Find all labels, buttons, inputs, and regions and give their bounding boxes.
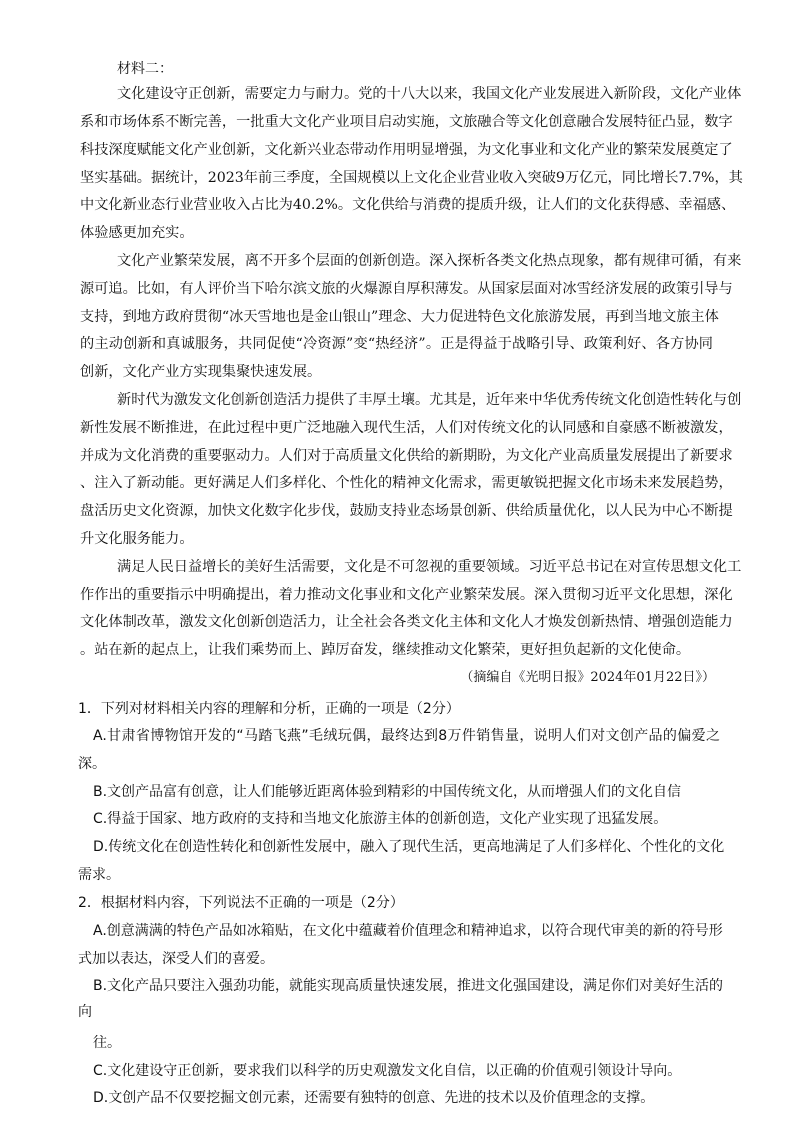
material-line: 新时代为激发文化创新创造活力提供了丰厚土壤。尤其是，近年来中华优秀传统文化创造性转化与创 bbox=[117, 392, 742, 408]
material-line: 坚实基础。据统计，2023年前三季度，全国规模以上文化企业营业收入突破9万亿元，同比增长7.7%，其 bbox=[80, 170, 743, 186]
material-line: 支持，到地方政府贯彻“冰天雪地也是金山银山”理念、大力促进特色文化旅游发展，再到当地文旅主体 bbox=[80, 309, 719, 325]
material-line: 文化建设守正创新，需要定力与耐力。党的十八大以来，我国文化产业发展进入新阶段，文化产业体 bbox=[117, 86, 742, 102]
question-1-option-c[interactable]: C.得益于国家、地方政府的支持和当地文化旅游主体的创新创造，文化产业实现了迅猛发展。 bbox=[93, 811, 668, 827]
question-1-option-a-cont: 深。 bbox=[78, 756, 106, 772]
question-2-stem: 2．根据材料内容，下列说法不正确的一项是（2分） bbox=[78, 895, 404, 911]
question-2-option-b-cont: 向 bbox=[78, 1004, 92, 1020]
question-1-option-d-cont: 需求。 bbox=[78, 867, 120, 883]
material-line: 、注入了新动能。更好满足人们多样化、个性化的精神文化需求，需更敏锐把握文化市场未来发展趋势， bbox=[80, 475, 733, 491]
material-line: 新性发展不断推进，在此过程中更广泛地融入现代生活，人们对传统文化的认同感和自豪感不断被激发， bbox=[80, 420, 733, 436]
material-line: 体验感更加充实。 bbox=[80, 225, 194, 241]
material-line: 文化产业繁荣发展，离不开多个层面的创新创造。深入探析各类文化热点现象，都有规律可循，有来 bbox=[117, 253, 742, 269]
question-2-option-b[interactable]: B.文化产品只要注入强劲功能，就能实现高质量快速发展，推进文化强国建设，满足你们对美好生活的 bbox=[93, 978, 724, 994]
material-line: 源可追。比如，有人评价当下哈尔滨文旅的火爆源自厚积薄发。从国家层面对冰雪经济发展的政策引导与 bbox=[80, 281, 733, 297]
material-line: 。站在新的起点上，让我们乘势而上、踔厉奋发，继续推动文化繁荣，更好担负起新的文化使命。 bbox=[80, 642, 691, 658]
question-2-option-d[interactable]: D.文创产品不仅要挖掘文创元素，还需要有独特的创意、先进的技术以及价值理念的支撑。 bbox=[93, 1090, 655, 1106]
question-2-option-b-cont: 往。 bbox=[93, 1035, 121, 1051]
question-2-option-c[interactable]: C.文化建设守正创新，要求我们以科学的历史观激发文化自信，以正确的价值观引领设计导向。 bbox=[93, 1063, 682, 1079]
material-line: 中文化新业态行业营业收入占比为40.2%。文化供给与消费的提质升级，让人们的文化获得感、幸福感、 bbox=[80, 197, 736, 213]
source-citation: （摘编自《光明日报》2024年01月22日》） bbox=[460, 670, 715, 685]
question-1-option-b[interactable]: B.文创产品富有创意，让人们能够近距离体验到精彩的中国传统文化，从而增强人们的文化自信 bbox=[93, 784, 682, 800]
material-line: 系和市场体系不断完善，一批重大文化产业项目启动实施，文旅融合等文化创意融合发展特征凸显，数字 bbox=[80, 114, 733, 130]
material-heading: 材料二： bbox=[117, 61, 173, 77]
question-1-option-a[interactable]: A.甘肃省博物馆开发的“马踏飞燕”毛绒玩偶，最终达到8万件销售量，说明人们对文创产品的偏爱之 bbox=[93, 728, 720, 744]
question-2-option-a-cont: 式加以表达，深受人们的喜爱。 bbox=[78, 951, 274, 967]
material-line: 并成为文化消费的重要驱动力。人们对于高质量文化供给的新期盼，为文化产业高质量发展提出了新要求 bbox=[80, 448, 733, 464]
material-line: 文化体制改革，激发文化创新创造活力，让全社会各类文化主体和文化人才焕发创新热情、增强创造能力 bbox=[80, 614, 733, 630]
question-1-option-d[interactable]: D.传统文化在创造性转化和创新性发展中，融入了现代生活，更高地满足了人们多样化、个性化的文化 bbox=[93, 839, 725, 855]
material-line: 科技深度赋能文化产业创新，文化新兴业态带动作用明显增强，为文化事业和文化产业的繁荣发展奠定了 bbox=[80, 142, 733, 158]
material-line: 盘活历史文化资源，加快文化数字化步伐，鼓励支持业态场景创新、供给质量优化，以人民为中心不断提 bbox=[80, 503, 733, 519]
material-line: 的主动创新和真诚服务，共同促使“冷资源”变“热经济”。正是得益于战略引导、政策利好、各方协同 bbox=[80, 336, 713, 352]
material-line: 创新，文化产业方实现集聚快速发展。 bbox=[80, 364, 322, 380]
question-2-option-a[interactable]: A.创意满满的特色产品如冰箱贴，在文化中蕴藏着价值理念和精神追求，以符合现代审美的新的符号形 bbox=[93, 923, 723, 939]
material-line: 满足人民日益增长的美好生活需要，文化是不可忽视的重要领域。习近平总书记在对宣传思想文化工 bbox=[117, 559, 742, 575]
question-1-stem: 1．下列对材料相关内容的理解和分析，正确的一项是（2分） bbox=[78, 701, 460, 717]
material-line: 升文化服务能力。 bbox=[80, 531, 194, 547]
material-line: 作作出的重要指示中明确提出，着力推动文化事业和文化产业繁荣发展。深入贯彻习近平文化思想，深化 bbox=[80, 587, 733, 603]
